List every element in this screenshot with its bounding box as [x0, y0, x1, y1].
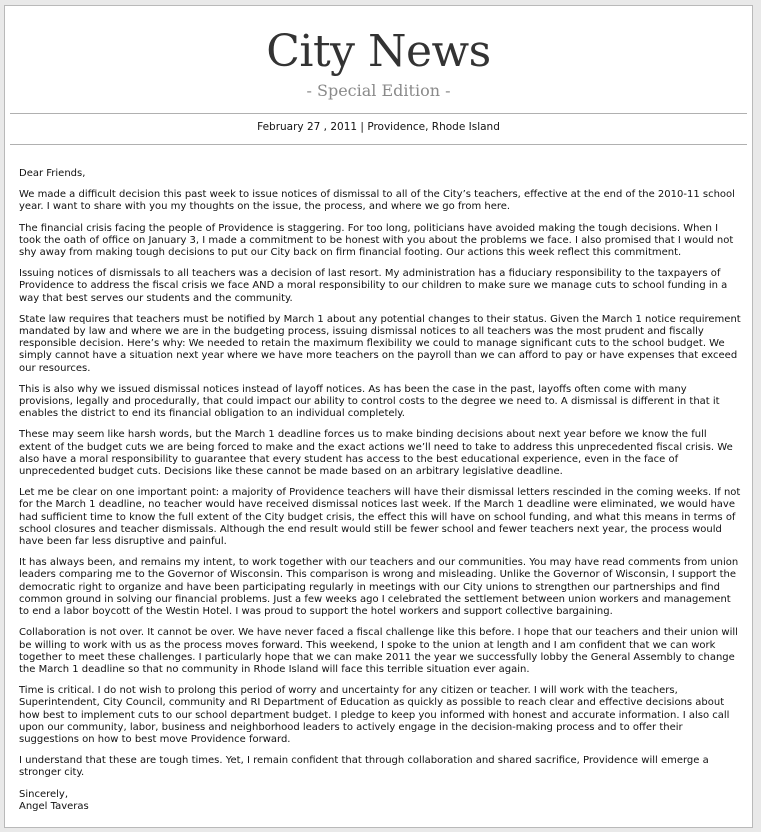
letter-paragraph: Collaboration is not over. It cannot be over. We have never faced a fiscal challenge like this before. I hope that our teachers and their union will be willing to work with us as the process moves forward. This weekend, I spoke to the union at length and I am confident that we can work together to meet these challenges. I particularly hope that we can make 2011 the year we successfully lobby the General Assembly to change the March 1 deadline so that no community in Rhode Island will face this terrible situation ever again.	[19, 627, 738, 675]
letter-paragraph: This is also why we issued dismissal notices instead of layoff notices. As has been the case in the past, layoffs often come with many provisions, legally and procedurally, that could impact our ability to control costs to the degree we need to. A dismissal is different in that it enables the district to end its financial obligation to an individual completely.	[19, 383, 720, 420]
issue-date: February 27 , 2011	[257, 121, 358, 133]
newsletter-title: City News	[266, 26, 491, 77]
masthead	[5, 6, 752, 101]
letter-paragraph: Time is critical. I do not wish to prolong this period of worry and uncertainty for any citizen or teacher. I will work with the teachers, Superintendent, City Council, community and RI Department of Education as quickly as possible to reach clear and effective decisions about how best to implement cuts to our school department budget. I pledge to keep you informed with honest and accurate information. I also call upon our community, labor, business and neighborhood leaders to actively engage in the decision-making process and to offer their suggestions on how to best move Providence forward.	[19, 685, 730, 745]
letter-paragraph: State law requires that teachers must be notified by March 1 about any potential changes to their status. Given the March 1 notice requirement mandated by law and where we are in the budgeting process, issuing dismissal notices to all teachers was the most prudent and fiscally responsible decision. Here’s why: We needed to retain the maximum flexibility we could to manage significant cuts to the school budget. We simply cannot have a situation next year where we have more teachers on the payroll than we can afford to pay or have expenses that exceed our resources.	[19, 313, 741, 374]
letter-paragraph: I understand that these are tough times. Yet, I remain confident that through collaboration and shared sacrifice, Providence will emerge a stronger city.	[19, 755, 709, 779]
dateline-separator: |	[360, 121, 364, 133]
letter-paragraph: Issuing notices of dismissals to all teachers was a decision of last resort. My administration has a fiduciary responsibility to the taxpayers of Providence to address the fiscal crisis we face AND a moral responsibility to our children to make sure we manage cuts to school funding in a way that best serves our students and the community.	[19, 268, 728, 304]
salutation: Dear Friends,	[19, 168, 86, 179]
signature-name: Angel Taveras	[19, 800, 89, 812]
letter-paragraph: It has always been, and remains my intent, to work together with our teachers and our communities. You may have read comments from union leaders comparing me to the Governor of Wisconsin. This comparison is wrong and misleading. Unlike the Governor of Wisconsin, I support the democratic right to organize and have been participating regularly in meetings with our City unions to strengthen our partnerships and find common ground in solving our financial problems. Just a few weeks ago I celebrated the settlement between union workers and management to end a labor boycott of the Westin Hotel. I was proud to support the hotel workers and support collective bargaining.	[19, 557, 739, 618]
newsletter-subtitle: - Special Edition -	[306, 81, 451, 100]
dateline	[5, 121, 752, 133]
letter-paragraph: These may seem like harsh words, but the March 1 deadline forces us to make binding decisions about next year before we know the full extent of the budget cuts we are being forced to make and the exact actions we’ll need to take to address this unprecedented fiscal crisis. We also have a moral responsibility to guarantee that every student has access to the best educational experience, even in the face of unprecedented budget cuts. Decisions like these cannot be made based on an arbitrary legislative deadline.	[19, 429, 733, 478]
letter-paragraph: Let me be clear on one important point: a majority of Providence teachers will have their dismissal letters rescinded in the coming weeks. If not for the March 1 deadline, no teacher would have received dismissal notices last week. If the March 1 deadline were eliminated, we would have had sufficient time to know the full extent of the City budget crisis, the effect this will have on school funding, and what this means in terms of school closures and teacher dismissals. Although the end result would still be fewer school and fewer teachers next year, the process would have been far less disruptive and painful.	[19, 487, 741, 548]
masthead-divider-bottom	[10, 144, 747, 145]
closing: Sincerely,	[19, 788, 69, 800]
letter-body	[19, 168, 741, 813]
letter-paragraph: We made a difficult decision this past week to issue notices of dismissal to all of the City’s teachers, effective at the end of the 2010-11 school year. I want to share with you my thoughts on the issue, the process, and where we go from here.	[19, 189, 735, 213]
letter-paragraph: The financial crisis facing the people of Providence is staggering. For too long, politicians have avoided making the tough decisions. When I took the oath of office on January 3, I made a commitment to be honest with you about the problems we face. I also promised that I would not shy away from making tough decisions to put our City back on firm financial footing. Our actions this week reflect this commitment.	[19, 222, 734, 259]
masthead-divider-top	[10, 113, 747, 114]
signature-block	[19, 789, 741, 813]
newsletter-page	[4, 5, 753, 828]
issue-location: Providence, Rhode Island	[367, 121, 500, 133]
